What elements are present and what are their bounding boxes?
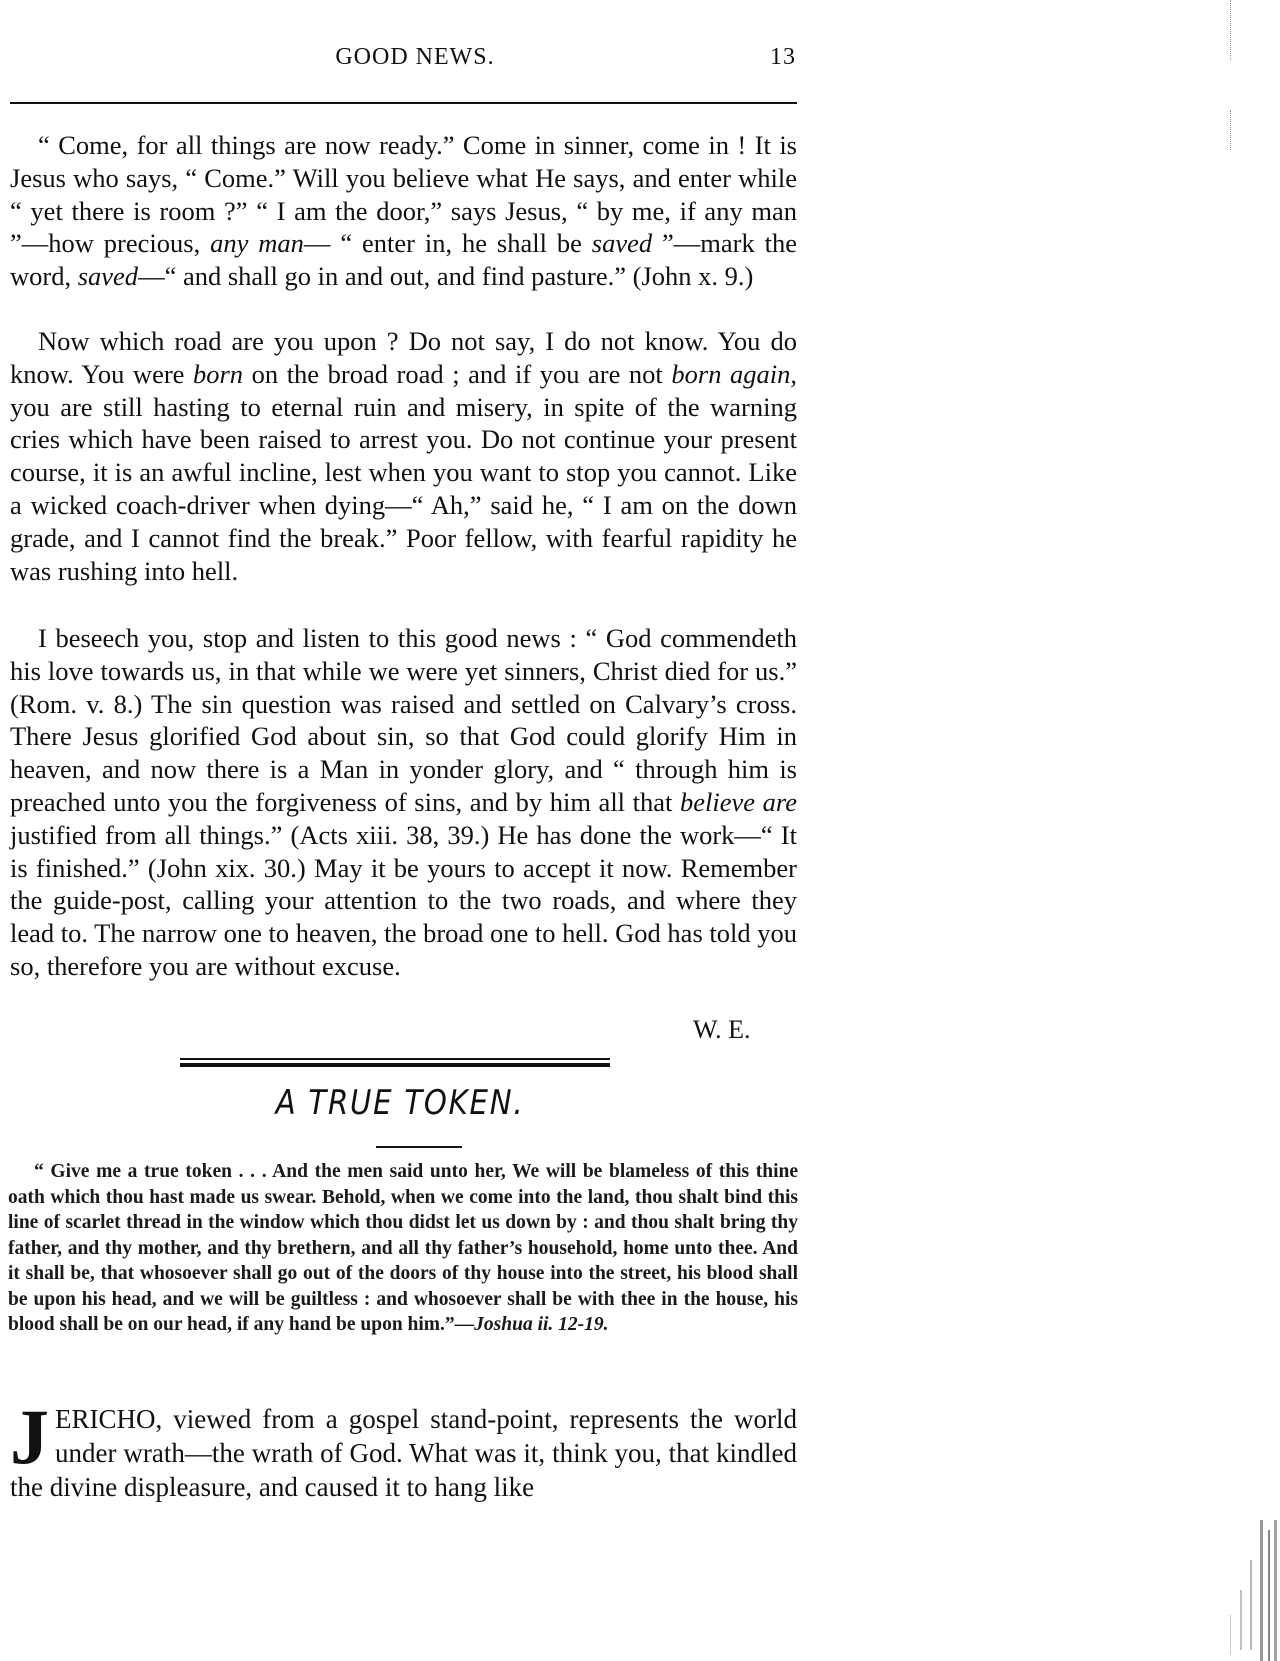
paragraph-jericho xyxy=(10,1393,797,1504)
paragraph-text: Now which road are you upon ? Do not say, I do not know. You do know. You were born on the broad road ; and if you are not born again, you are still hasting to eternal ruin and misery, in spite of the warning cries which have been raised to arrest you. Do not continue your present course, it is an awful incline, lest when you want to stop you cannot. Like a wicked coach-driver when dying—“ Ah,” said he, “ I am on the down grade, and I cannot find the break.” Poor fellow, with fearful rapidity he was rushing into hell. xyxy=(10,326,797,586)
author-signature: W. E. xyxy=(693,1015,751,1044)
page-number: 13 xyxy=(770,44,796,70)
scan-edge-mark xyxy=(1230,110,1235,150)
scan-edge-noise xyxy=(1190,1520,1280,1661)
epigraph-quote xyxy=(8,1159,798,1338)
paragraph-text: “ Come, for all things are now ready.” Come in sinner, come in ! It is Jesus who says, “ Come.” Will you believe what He says, and enter while “ yet there is room ?” “ I am the door,” says Jesus, “ by me, if any man ”—how precious, any man— “ enter in, he shall be saved ”—mark the word, saved—“ and shall go in and out, and find pasture.” (John x. 9.) xyxy=(10,130,797,292)
paragraph-which-road xyxy=(10,325,797,587)
first-word: ERICHO, xyxy=(55,1404,163,1434)
section-divider-thick xyxy=(180,1063,610,1067)
scan-edge-mark xyxy=(1230,0,1235,60)
drop-cap: J xyxy=(10,1393,49,1480)
header-rule xyxy=(10,102,797,104)
epigraph-text: “ Give me a true token . . . And the men said unto her, We will be blameless of this thine oath which thou hast made us swear. Behold, when we come into the land, thou shalt bind this line of scarlet thread in the window which thou didst let us down by : and thou shalt bring thy father, and thy mother, and thy brethern, and all thy father’s household, home unto thee. And it shall be, that whosoever shall go out of the doors of thy house into the street, his blood shall be upon his head, and we will be guiltless : and whosoever shall be with thee in the house, his blood shall be on our head, if any hand be upon him.”—Joshua ii. 12-19. xyxy=(8,1161,798,1335)
paragraph-text: I beseech you, stop and listen to this good news : “ God commendeth his love towards us, in that while we were yet sinners, Christ died for us.” (Rom. v. 8.) The sin question was raised and settled on Calvary’s cross. There Jesus glorified God about sin, so that God could glorify Him in heaven, and now there is a Man in yonder glory, and “ through him is preached unto you the forgiveness of sins, and by him all that believe are justified from all things.” (Acts xiii. 38, 39.) He has done the work—“ It is finished.” (John xix. 30.) May it be yours to accept it now. Remember the guide-post, calling your attention to the two roads, and where they lead to. The narrow one to heaven, the broad one to hell. God has told you so, therefore you are without excuse. xyxy=(10,623,797,981)
running-head-title: GOOD NEWS. xyxy=(335,44,495,70)
article-title: A TRUE TOKEN. xyxy=(275,1083,525,1123)
paragraph-come xyxy=(10,129,797,293)
title-rule xyxy=(376,1146,462,1148)
section-divider-thin xyxy=(180,1058,610,1060)
paragraph-beseech xyxy=(10,622,797,983)
paragraph-text: ERICHO, viewed from a gospel stand-point, represents the world under wrath—the wrath of God. What was it, think you, that kindled the divine displeasure, and caused it to hang like xyxy=(10,1404,797,1502)
epigraph-citation: Joshua ii. 12-19. xyxy=(474,1314,609,1335)
